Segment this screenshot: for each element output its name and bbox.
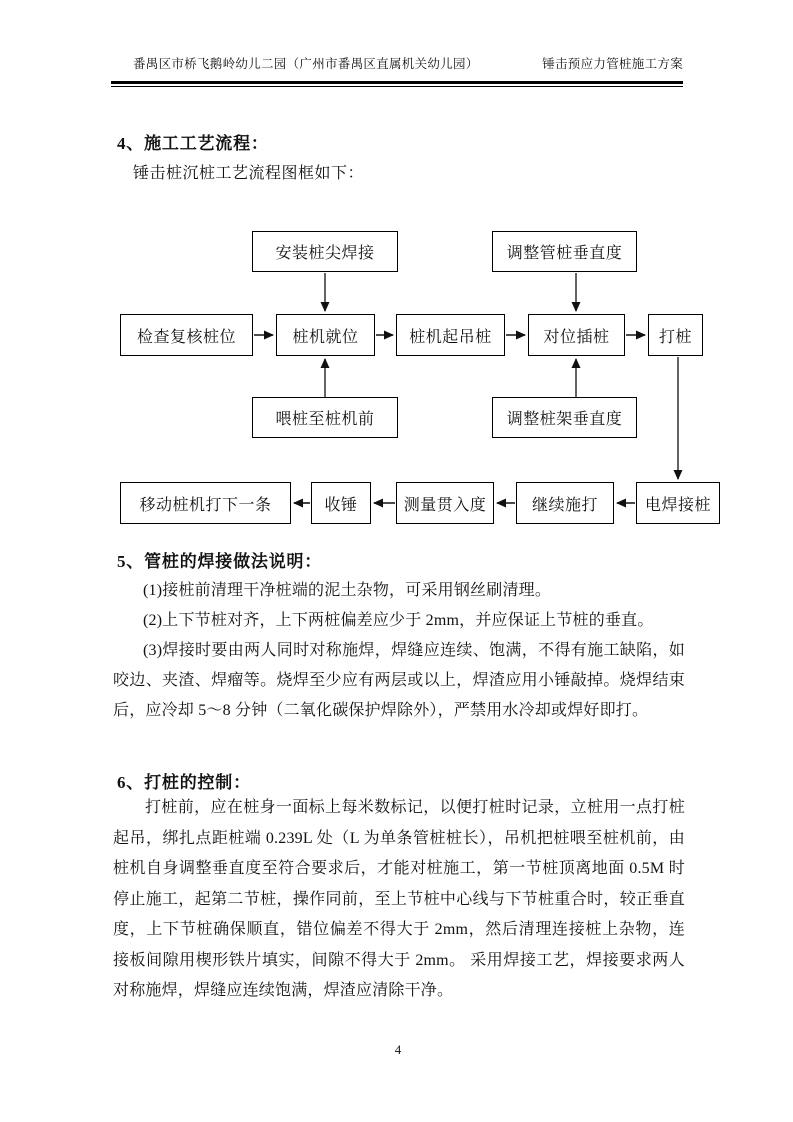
header-left-title: 番禺区市桥飞鹅岭幼儿二园（广州市番禺区直属机关幼儿园） [133,57,479,71]
section-5-item-1: (1)接桩前清理干净桩端的泥土杂物，可采用钢丝刷清理。 [143,582,552,599]
flowchart-box-continue-driving: 继续施打 [516,482,614,524]
flowchart-box-drive-pile: 打桩 [648,314,703,356]
flowchart-box-move-rig-to-next-pile: 移动桩机打下一条 [120,482,291,524]
section-5-item-2: (2)上下节桩对齐，上下两桩偏差应少于 2mm，并应保证上节桩的垂直。 [143,612,654,629]
header-rule [111,81,683,87]
flowchart-box-rig-lifts-pile: 桩机起吊桩 [396,314,505,356]
flowchart-box-measure-penetration: 测量贯入度 [396,482,494,524]
section-5-heading: 5、管桩的焊接做法说明： [117,552,323,571]
section-6-paragraph: 打桩前，应在桩身一面标上每米数标记，以便打桩时记录，立桩用一点打桩起吊，绑扎点距桩端 0.239L 处（L 为单条管桩桩长），吊机把桩喂至桩机前，由桩机自身调整垂直度至符合要求后，才能对桩施工，第一节桩顶离地面 0.5M 时停止施工，起第二节桩，操作同前，至上节桩中心线与下节桩重合时，较正垂直度，上下节桩确保顺直，错位偏差不得大于 2mm，然后清理连接桩上杂物，连接板间隙用楔形铁片填实，间隙不得大于 2mm。 采用焊接工艺，焊接要求两人对称施焊，焊缝应连续饱满，焊渣应清除干净。 [113,799,685,999]
flowchart-box-adjust-pipe-pile-verticality: 调整管桩垂直度 [492,231,637,272]
header-right-title: 锤击预应力管桩施工方案 [542,57,683,71]
flowchart-box-align-insert-pile: 对位插桩 [528,314,625,356]
flowchart-box-adjust-pile-frame-verticality: 调整桩架垂直度 [492,397,637,438]
pile-driving-flowchart [113,228,733,528]
flowchart-box-feed-pile-to-rig: 喂桩至桩机前 [252,397,398,438]
flowchart-box-check-recheck-pile-position: 检查复核桩位 [120,314,253,356]
flowchart-box-pile-rig-in-position: 桩机就位 [276,314,375,356]
flowchart-box-stop-hammer: 收锤 [311,482,371,524]
section-6-heading: 6、打桩的控制： [117,773,251,792]
flowchart-intro-text: 锤击桩沉桩工艺流程图框如下： [133,165,365,182]
page-number: 4 [394,1042,402,1057]
flowchart-box-electric-weld-pile-joint: 电焊接桩 [636,482,720,524]
flowchart-box-install-pile-tip-welding: 安装桩尖焊接 [252,231,398,272]
section-4-heading: 4、施工工艺流程： [117,134,269,153]
section-5-item-3: (3)焊接时要由两人同时对称施焊，焊缝应连续、饱满，不得有施工缺陷，如咬边、夹渣、焊瘤等。烧焊至少应有两层或以上，焊渣应用小锤敲掉。烧焊结束后，应冷却 5～8 分钟（二氧化碳保护焊除外），严禁用水冷却或焊好即打。 [113,642,685,719]
